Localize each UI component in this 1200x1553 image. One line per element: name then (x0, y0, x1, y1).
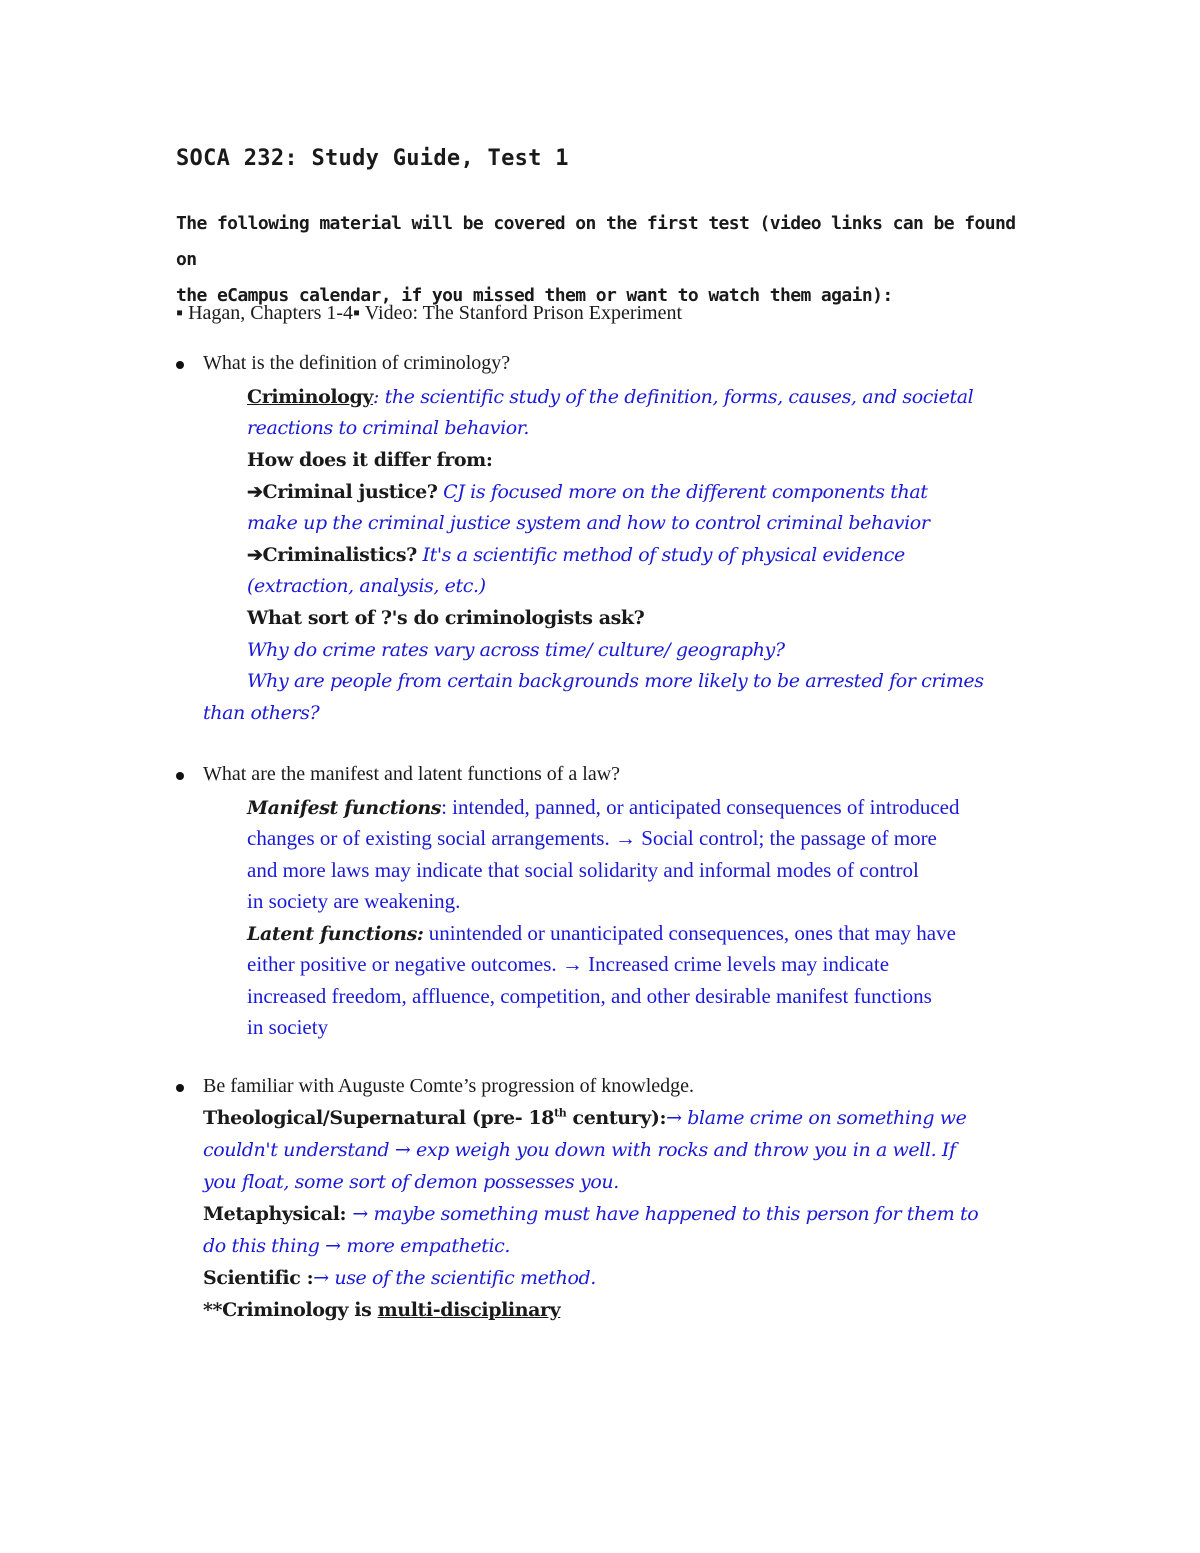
latent-line-2 (247, 952, 889, 977)
latent-line-1 (247, 921, 956, 946)
theological-label-text-2: century): (566, 1107, 667, 1129)
criminologist-question-1: Why do crime rates vary across time/ culture/ geography? (247, 639, 785, 661)
metaphysical-line-2 (203, 1235, 510, 1257)
metaphysical-text-2a: do this thing (203, 1235, 326, 1257)
manifest-text-1: : intended, panned, or anticipated consequences of introduced (441, 795, 960, 819)
criminalistics-answer-2: (extraction, analysis, etc.) (247, 575, 486, 597)
theological-line-2 (203, 1139, 956, 1161)
multidisciplinary-prefix: **Criminology is (203, 1299, 378, 1321)
arrow-icon: → (614, 826, 636, 850)
theological-label-text: Theological/Supernatural (pre- 18 (203, 1107, 555, 1129)
intro-line-1: The following material will be covered on the first test (video links can be found on (176, 213, 1016, 270)
page-title: SOCA 232: Study Guide, Test 1 (176, 146, 569, 171)
theological-text-2a: couldn't understand (203, 1139, 395, 1161)
theological-sup: th (554, 1106, 567, 1120)
scientific-text: use of the scientific method. (328, 1267, 596, 1289)
readings-line: ▪ Hagan, Chapters 1-4▪ Video: The Stanford Prison Experiment (176, 302, 683, 324)
manifest-label: Manifest functions (247, 797, 442, 819)
term-colon: : (372, 386, 379, 408)
arrow-icon: → (666, 1107, 682, 1129)
metaphysical-line-1 (203, 1203, 978, 1225)
latent-text-1: unintended or unanticipated consequences, ones that may have (423, 921, 956, 945)
intro-paragraph (176, 206, 1036, 314)
criminologist-question-2b: than others? (203, 702, 320, 724)
theological-line-1 (203, 1107, 966, 1129)
criminology-definition-line-1 (247, 386, 973, 408)
intro-line-2: the eCampus calendar, if you missed them or want to watch them again): (176, 285, 893, 306)
bullet-dot-icon (176, 772, 184, 780)
arrow-icon: → (325, 1235, 341, 1257)
manifest-text-2: changes or of existing social arrangements. (247, 826, 615, 850)
scientific-line (203, 1267, 596, 1289)
arrow-icon: → (394, 1139, 411, 1161)
latent-text-2: either positive or negative outcomes. (247, 952, 562, 976)
bullet-dot-icon (176, 361, 184, 369)
criminalistics-line-1 (247, 544, 905, 566)
criminal-justice-answer-1: CJ is focused more on the different components that (437, 481, 928, 503)
bullet-dot-icon (176, 1084, 184, 1092)
metaphysical-text-2b: more empathetic. (340, 1235, 511, 1257)
manifest-line-1 (247, 795, 959, 820)
arrow-icon: → (313, 1267, 329, 1289)
criminal-justice-line-1 (247, 481, 928, 503)
definition-text-1: the scientific study of the definition, forms, causes, and societal (379, 386, 974, 408)
criminalistics-label: Criminalistics? (262, 544, 417, 566)
manifest-line-2 (247, 826, 937, 851)
latent-label: Latent functions: (247, 923, 424, 945)
manifest-text-2b: Social control; the passage of more (635, 826, 937, 850)
metaphysical-label: Metaphysical: (203, 1203, 353, 1225)
latent-line-3: increased freedom, affluence, competition, and other desirable manifest functions (247, 984, 932, 1008)
arrow-icon: → (352, 1203, 368, 1225)
criminology-definition-line-2: reactions to criminal behavior. (247, 417, 530, 439)
latent-text-2b: Increased crime levels may indicate (582, 952, 890, 976)
theological-label (203, 1107, 666, 1129)
arrow-icon: ➔ (247, 544, 263, 566)
criminology-term: Criminology (247, 386, 373, 408)
criminalistics-answer-1: It's a scientific method of study of physical evidence (416, 544, 905, 566)
differ-heading: How does it differ from: (247, 449, 493, 471)
criminologist-question-2a: Why are people from certain backgrounds more likely to be arrested for crimes (247, 670, 984, 692)
questions-heading: What sort of ?'s do criminologists ask? (247, 607, 645, 629)
manifest-line-3: and more laws may indicate that social solidarity and informal modes of control (247, 858, 919, 882)
criminal-justice-answer-2: make up the criminal justice system and how to control criminal behavior (247, 512, 930, 534)
multidisciplinary-term: multi-disciplinary (377, 1299, 561, 1321)
theological-line-3: you float, some sort of demon possesses you. (203, 1171, 619, 1193)
theological-text-1: blame crime on something we (681, 1107, 967, 1129)
scientific-label: Scientific : (203, 1267, 314, 1289)
theological-text-2b: exp weigh you down with rocks and throw you in a well. If (410, 1139, 956, 1161)
criminal-justice-label: Criminal justice? (262, 481, 438, 503)
latent-line-4: in society (247, 1015, 329, 1039)
question-comte: Be familiar with Auguste Comte’s progression of knowledge. (203, 1075, 695, 1097)
question-law-functions: What are the manifest and latent functions of a law? (203, 763, 621, 785)
arrow-icon: → (561, 952, 583, 976)
metaphysical-text-1: maybe something must have happened to this person for them to (367, 1203, 979, 1225)
manifest-line-4: in society are weakening. (247, 889, 461, 913)
arrow-icon: ➔ (247, 481, 263, 503)
question-criminology-definition: What is the definition of criminology? (203, 352, 511, 374)
multidisciplinary-line (203, 1299, 560, 1321)
